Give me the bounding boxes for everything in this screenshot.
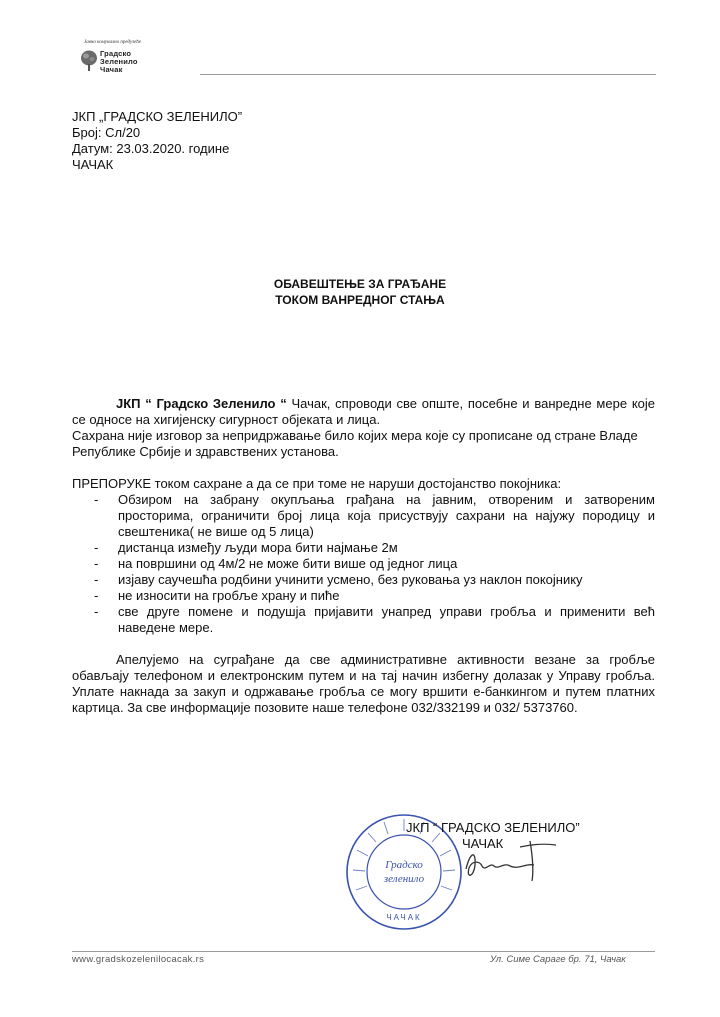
dash-bullet-icon: -: [94, 492, 99, 507]
logo-line-1: Градско: [100, 49, 132, 58]
list-item: - дистанца између људи мора бити најмање 2м: [94, 540, 398, 555]
recommendations-title: ПРЕПОРУКЕ током сахране а да се при томе не наруши достојанство покојника:: [72, 476, 562, 491]
stamp-center-line-2: зеленило: [383, 873, 425, 885]
header-divider: [200, 74, 656, 75]
dash-bullet-icon: -: [94, 588, 99, 603]
list-item: - не износити на гробље храну и пиће: [94, 588, 340, 603]
intro-paragraph-2: Сахрана није изговор за непридржавање било којих мера које су прописане од стране Владе Републике Србије и здравствених установа.: [72, 428, 638, 459]
logo-line-3: Чачак: [100, 65, 123, 74]
recommendations-list: [72, 492, 655, 636]
list-item: - на површини од 4м/2 не може бити више од једног лица: [94, 556, 458, 571]
document-meta: [72, 109, 242, 173]
meta-company: ЈКП „ГРАДСКО ЗЕЛЕНИЛО”: [72, 109, 243, 124]
logo-tagline: Јавно комунално предузеће: [84, 40, 141, 45]
heading-line-1: ОБАВЕШТЕЊЕ ЗА ГРАЂАНЕ: [273, 277, 447, 291]
list-item: - све друге помене и подушја пријавити унапред управи гробља и применити већ наведене мере.: [94, 604, 655, 635]
dash-bullet-icon: -: [94, 604, 99, 619]
logo-line-2: Зеленило: [100, 57, 138, 66]
logo-wordmark: [100, 50, 138, 74]
tree-icon: [80, 50, 98, 72]
intro-text: Чачак, спроводи све опште, посебне и ванредне мере које се односе на хигијенску сигурност објеката и лица.: [72, 396, 655, 427]
appeal-paragraph: Апелујемо на суграђане да све административне активности везане за гробље обављају телефоном и електронским путем и на тај начин избегну долазак у Управу гробља. Уплате накнада за закуп и одржавање гробља се могу вршити е-банкингом и путем платних картица. За све информације позовите наше телефоне 032/332199 и 032/ 5373760.: [72, 652, 655, 715]
stamp-center-line-1: Градско: [385, 859, 423, 871]
company-logo: [80, 40, 200, 74]
document-body: [72, 396, 655, 716]
meta-city: ЧАЧАК: [72, 157, 114, 172]
intro-company-name: ЈКП “ Градско Зеленило “: [116, 396, 287, 411]
meta-number: Број: Сл/20: [72, 125, 141, 140]
footer-website[interactable]: www.gradskozelenilocacak.rs: [72, 954, 205, 965]
list-item: - изјаву саучешћа родбини учинити усмено, без руковања уз наклон покојнику: [94, 572, 583, 587]
document-heading: [0, 276, 720, 308]
meta-date: Датум: 23.03.2020. године: [72, 141, 230, 156]
signature-company: ЈКП “ ГРАДСКО ЗЕЛЕНИЛО”: [406, 820, 580, 835]
dash-bullet-icon: -: [94, 572, 99, 587]
intro-paragraph: [72, 396, 655, 428]
list-item: - Обзиром на забрану окупљања грађана на јавним, отвореним и затвореним просторима, ограничити број лица која присуствују сахрани на најужу породицу и свештеника( не више од 5 лица): [94, 492, 655, 539]
signature-city: ЧАЧАК: [462, 836, 504, 851]
footer-divider: [72, 951, 655, 952]
signature-block: [406, 820, 580, 852]
footer-address: Ул. Симе Сараге бр. 71, Чачак: [490, 954, 626, 965]
stamp-bottom-text: ЧАЧАК: [386, 913, 422, 922]
dash-bullet-icon: -: [94, 540, 99, 555]
dash-bullet-icon: -: [94, 556, 99, 571]
heading-line-2: ТОКОМ ВАНРЕДНОГ СТАЊА: [275, 293, 445, 307]
